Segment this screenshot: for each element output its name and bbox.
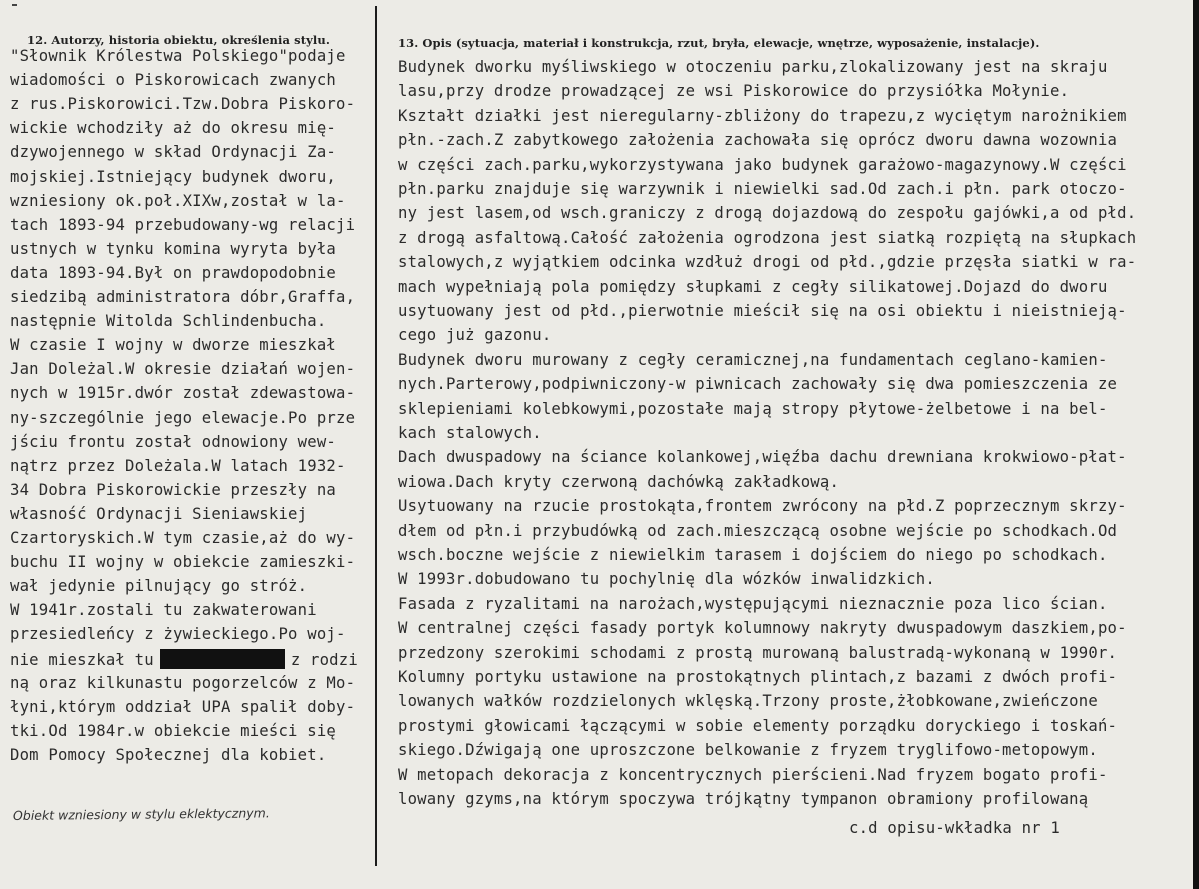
section-13-heading: 13. Opis (sytuacja, materiał i konstrukcja, rzut, bryła, elewacje, wnętrze, wyposażenie, instalacje).: [398, 36, 1040, 50]
history-text: z rus.Piskorowici.Tzw.Dobra Piskoro-: [10, 95, 356, 114]
description-text-line: lowanych wałków rozdzielonych wklęską.Trzony proste,żłobkowane,zwieńczone: [398, 692, 1098, 711]
history-text: 34 Dobra Piskorowickie przeszły na: [10, 480, 336, 499]
history-text: własność Ordynacji Sieniawskiej: [10, 504, 308, 523]
history-text-line: [10, 311, 326, 331]
history-text-line: [10, 576, 307, 596]
history-text-line: [10, 191, 346, 211]
history-text-line: [10, 239, 336, 259]
description-text-line: nych.Parterowy,podpiwniczony-w piwnicach zachowały się dwa pomieszczenia ze: [398, 375, 1118, 394]
history-text: "Słownik Królestwa Polskiego"podaje: [10, 47, 346, 65]
history-text-line: [10, 287, 355, 307]
column-divider: [375, 6, 377, 866]
description-text-line: skiego.Dźwigają one uproszczone belkowanie z fryzem tryglifowo-metopowym.: [398, 741, 1098, 760]
history-text: nych w 1915r.dwór został zdewastowa-: [10, 384, 356, 403]
description-text-line: W centralnej części fasady portyk kolumnowy nakryty dwuspadowym daszkiem,po-: [398, 619, 1127, 638]
history-text: ny-szczególnie jego elewacje.Po prze: [10, 408, 356, 427]
description-text-line: w części zach.parku,wykorzystywana jako budynek garażowo-magazynowy.W części: [398, 155, 1127, 174]
description-text-line: prostymi głowicami łączącymi w sobie elementy porządku doryckiego i toskań-: [398, 716, 1118, 735]
description-text-line: płn.-zach.Z zabytkowego założenia zachowała się oprócz dworu dawna wozownia: [398, 131, 1118, 150]
history-text: data 1893-94.Był on prawdopodobnie: [10, 263, 336, 282]
history-text: W czasie I wojny w dworze mieszkał: [10, 336, 336, 355]
description-text-line: przedzony szerokimi schodami z prostą murowaną balustradą-wykonaną w 1990r.: [398, 643, 1118, 662]
description-text-line: z drogą asfaltową.Całość założenia ogrodzona jest siatką rozpiętą na słupkach: [398, 228, 1137, 247]
description-text-line: kach stalowych.: [398, 424, 542, 442]
history-text: z rodzi: [290, 650, 358, 669]
history-text-line: [10, 335, 336, 355]
history-text: ustnych w tynku komina wyryta była: [10, 239, 336, 258]
history-text-line: [10, 383, 355, 403]
description-text-line: Fasada z ryzalitami na narożach,występującymi nieznacznie poza lico ścian.: [398, 594, 1108, 613]
description-text-line: lasu,przy drodze prowadzącej ze wsi Piskorowice do przysiółka Mołynie.: [398, 82, 1070, 101]
description-text-line: Kształt działki jest nieregularny-zbliżony do trapezu,z wyciętym narożnikiem: [398, 106, 1127, 125]
history-text-line: [10, 70, 336, 90]
history-text-line: [10, 46, 346, 66]
redaction-bar: [160, 649, 285, 669]
history-text-line: [10, 263, 336, 283]
history-text-line: [10, 408, 355, 428]
description-text-line: sklepieniami kolebkowymi,pozostałe mają stropy płytowe-żelbetowe i na bel-: [398, 399, 1108, 418]
history-text: wiadomości o Piskorowicach zwanych: [10, 71, 336, 90]
history-text: Jan Doleżal.W okresie działań wojen-: [10, 360, 356, 379]
history-text-line: [10, 673, 355, 693]
history-text: Dom Pomocy Społecznej dla kobiet.: [10, 745, 327, 764]
history-text-line: [10, 94, 355, 114]
history-text-line: [10, 142, 336, 162]
history-text: Czartoryskich.W tym czasie,aż do wy-: [10, 529, 356, 547]
history-text-line: [10, 359, 355, 379]
history-text: tki.Od 1984r.w obiekcie mieści się: [10, 721, 336, 740]
history-text: nątrz przez Doleżala.W latach 1932-: [10, 456, 346, 475]
corner-mark: [12, 4, 17, 6]
history-text: dzywojennego w skład Ordynacji Za-: [10, 143, 336, 162]
history-text-line: [10, 432, 336, 452]
description-text-line: W 1993r.dobudowano tu pochylnię dla wózków inwalidzkich.: [398, 570, 935, 589]
history-text-line: [10, 118, 336, 138]
history-text-line: [10, 167, 336, 187]
section-12-heading: 12. Autorzy, historia obiektu, określenia stylu.: [27, 33, 330, 47]
description-text-line: Usytuowany na rzucie prostokąta,frontem zwrócony na płd.Z poprzecznym skrzy-: [398, 497, 1127, 516]
description-text-line: usytuowany jest od płd.,pierwotnie mieścił się na osi obiektu i nieistnieją-: [398, 302, 1127, 320]
description-text-line: stalowych,z wyjątkiem odcinka wzdłuż drogi od płd.,gdzie przęsła siatki w ra-: [398, 253, 1137, 272]
history-text-line: [10, 697, 355, 717]
history-text: siedzibą administratora dóbr,Graffa,: [10, 288, 356, 306]
description-text-line: lowany gzyms,na którym spoczywa trójkątny tympanon obramiony profilowaną: [398, 790, 1089, 808]
history-text-line: [10, 528, 355, 548]
history-text-line: [10, 721, 336, 741]
history-text-line: [10, 745, 326, 765]
description-text-line: Budynek dworku myśliwskiego w otoczeniu parku,zlokalizowany jest na skraju: [398, 58, 1108, 76]
history-text: jściu frontu został odnowiony wew-: [10, 432, 336, 451]
description-text-line: ny jest lasem,od wsch.graniczy z drogą dojazdową do zespołu gajówki,a od płd.: [398, 204, 1137, 223]
description-text-line: Dach dwuspadowy na ściance kolankowej,więźba dachu drewniana krokwiowo-płat-: [398, 448, 1127, 467]
description-text-line: cego już gazonu.: [398, 326, 552, 345]
history-text: przesiedleńcy z żywieckiego.Po woj-: [10, 625, 346, 644]
description-text-line: wsch.boczne wejście z niewielkim tarasem i dojściem do niego po schodkach.: [398, 546, 1108, 564]
history-text: buchu II wojny w obiekcie zamieszki-: [10, 553, 356, 572]
history-text-line: [10, 456, 346, 476]
handwritten-style-note: Obiekt wzniesiony w stylu eklektycznym.: [12, 805, 270, 823]
description-text-line: dłem od płn.i przybudówką od zach.mieszczącą osobne wejście po schodkach.Od: [398, 521, 1118, 540]
history-text: następnie Witolda Schlindenbucha.: [10, 312, 327, 331]
history-text-line: [10, 480, 336, 500]
history-text: wał jedynie pilnujący go stróż.: [10, 577, 308, 596]
history-text-line: [10, 215, 355, 235]
history-text-line: [10, 600, 317, 620]
history-text-line: [10, 649, 358, 670]
history-text-line: [10, 624, 346, 644]
history-text: nie mieszkał tu: [10, 650, 154, 669]
history-text-line: [10, 504, 307, 524]
description-text-line: wiowa.Dach kryty czerwoną dachówką zakładkową.: [398, 472, 840, 491]
description-text-line: płn.parku znajduje się warzywnik i niewielki sad.Od zach.i płn. park otoczo-: [398, 180, 1127, 198]
history-text-line: [10, 552, 355, 572]
description-text-line: mach wypełniają pola pomiędzy słupkami z cegły silikatowej.Dojazd do dworu: [398, 277, 1108, 296]
continuation-note: c.d opisu-wkładka nr 1: [849, 819, 1060, 837]
description-text-line: Budynek dworu murowany z cegły ceramicznej,na fundamentach ceglano-kamien-: [398, 350, 1108, 369]
history-text: W 1941r.zostali tu zakwaterowani: [10, 601, 317, 620]
history-text: tach 1893-94 przebudowany-wg relacji: [10, 215, 356, 234]
description-text-line: Kolumny portyku ustawione na prostokątnych plintach,z bazami z dwóch profi-: [398, 668, 1118, 686]
description-text-line: W metopach dekoracja z koncentrycznych pierścieni.Nad fryzem bogato profi-: [398, 765, 1108, 784]
history-text: ną oraz kilkunastu pogorzelców z Mo-: [10, 673, 356, 692]
history-text: mojskiej.Istniejący budynek dworu,: [10, 167, 336, 186]
scan-edge: [1193, 0, 1199, 889]
history-text: łyni,którym oddział UPA spalił doby-: [10, 697, 356, 716]
history-text: wickie wchodziły aż do okresu mię-: [10, 119, 336, 138]
history-text: wzniesiony ok.poł.XIXw,został w la-: [10, 191, 346, 210]
